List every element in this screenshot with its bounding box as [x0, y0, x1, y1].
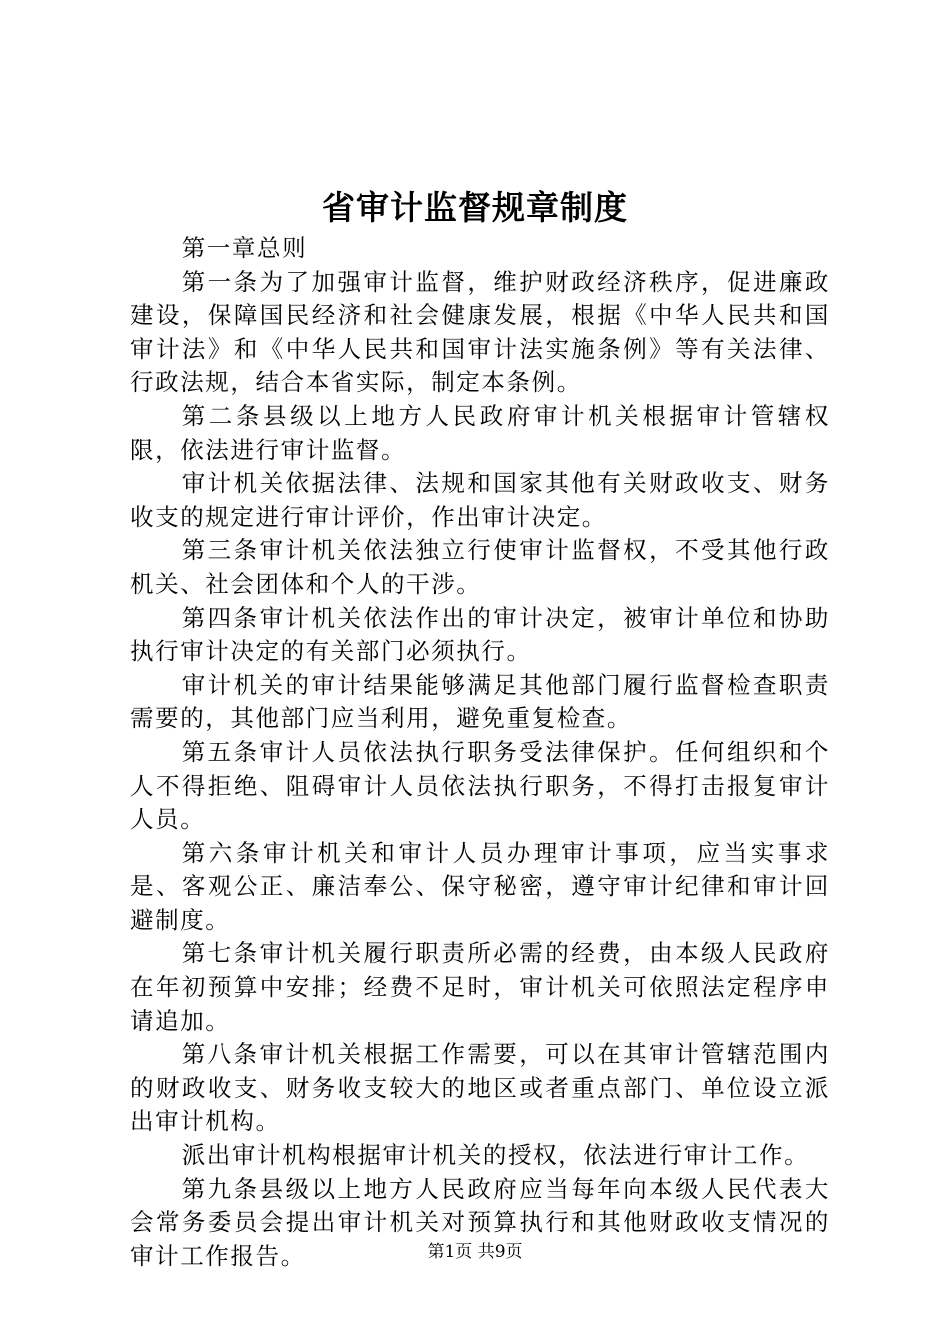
paragraph-article-4: 第四条审计机关依法作出的审计决定，被审计单位和协助执行审计决定的有关部门必须执行。 — [130, 603, 830, 666]
paragraph-article-8-continued: 派出审计机构根据审计机关的授权，依法进行审计工作。 — [181, 1141, 810, 1170]
paragraph-article-8: 第八条审计机关根据工作需要，可以在其审计管辖范围内的财政收支、财务收支较大的地区或者重点部门、单位设立派出审计机构。 — [130, 1040, 830, 1136]
paragraph-article-2: 第二条县级以上地方人民政府审计机关根据审计管辖权限，依法进行审计监督。 — [130, 401, 830, 464]
paragraph-article-3: 第三条审计机关依法独立行使审计监督权，不受其他行政机关、社会团体和个人的干涉。 — [130, 536, 830, 598]
paragraph-article-5: 第五条审计人员依法执行职务受法律保护。任何组织和个人不得拒绝、阻碍审计人员依法执行职务，不得打击报复审计人员。 — [130, 737, 830, 834]
paragraph-article-7: 第七条审计机关履行职责所必需的经费，由本级人民政府在年初预算中安排；经费不足时，审计机关可依照法定程序申请追加。 — [130, 939, 830, 1035]
paragraph-article-2-continued: 审计机关依据法律、法规和国家其他有关财政收支、财务收支的规定进行审计评价，作出审计决定。 — [130, 469, 830, 531]
paragraph-article-4-continued: 审计机关的审计结果能够满足其他部门履行监督检查职责需要的，其他部门应当利用，避免重复检查。 — [130, 670, 830, 733]
paragraph-article-6: 第六条审计机关和审计人员办理审计事项，应当实事求是、客观公正、廉洁奉公、保守秘密，遵守审计纪律和审计回避制度。 — [130, 838, 830, 934]
page-number-footer: 第1页 共9页 — [427, 1242, 523, 1262]
paragraph-article-9: 第九条县级以上地方人民政府应当每年向本级人民代表大会常务委员会提出审计机关对预算执行和其他财政收支情况的审计工作报告。 — [130, 1174, 830, 1270]
paragraph-article-1: 第一条为了加强审计监督，维护财政经济秩序，促进廉政建设，保障国民经济和社会健康发展，根据《中华人民共和国审计法》和《中华人民共和国审计法实施条例》等有关法律、行政法规，结合本省实际，制定本条例。 — [130, 267, 830, 397]
document-body — [130, 232, 830, 1273]
document-title: 省审计监督规章制度 — [322, 188, 628, 227]
paragraph-chapter-heading: 第一章总则 — [181, 234, 308, 262]
